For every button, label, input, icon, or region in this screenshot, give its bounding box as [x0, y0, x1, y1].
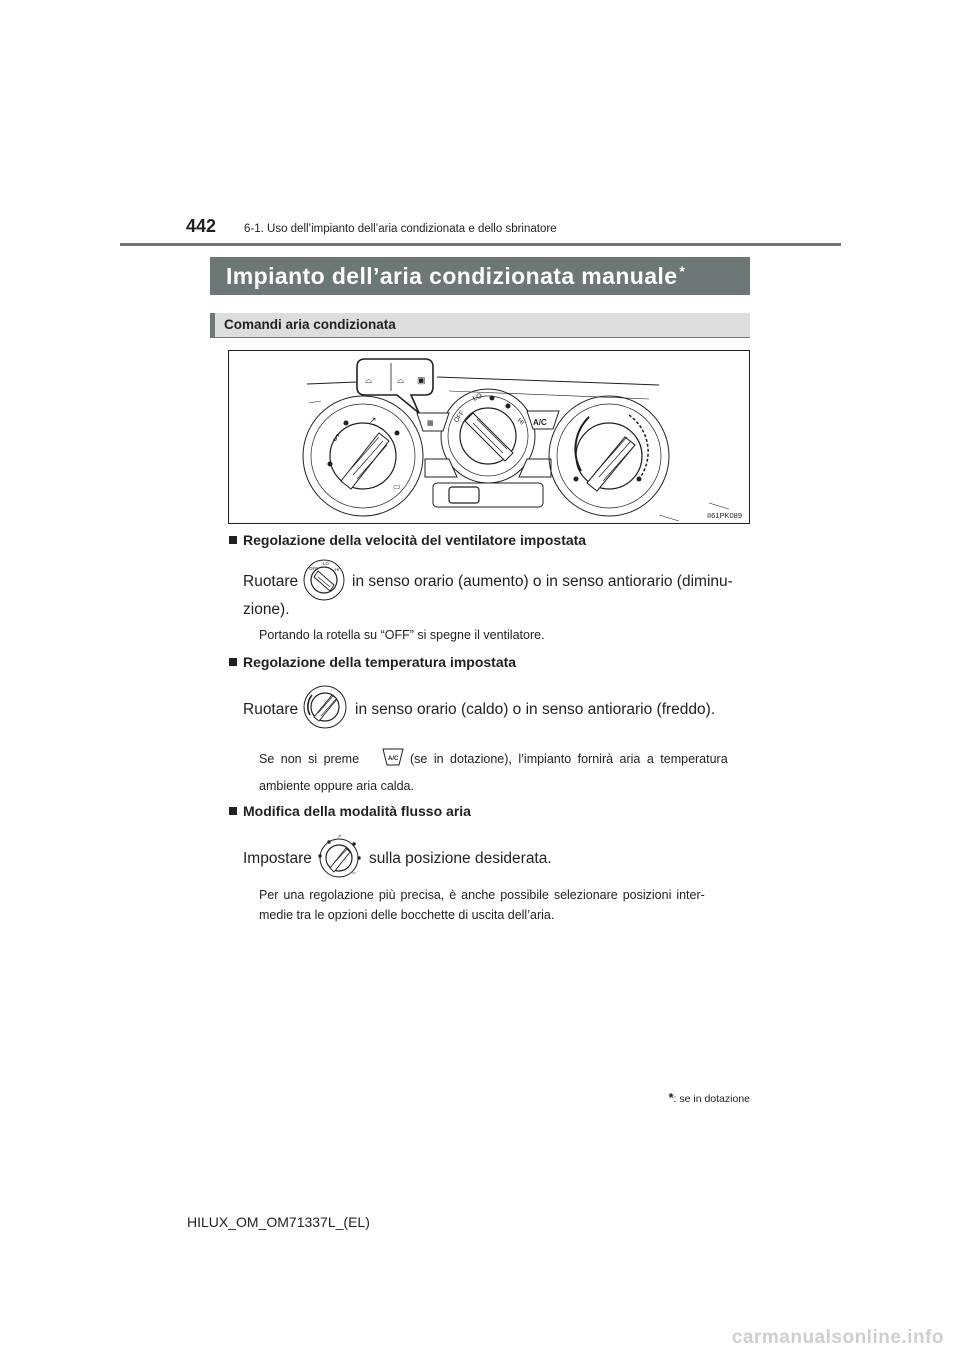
svg-text:▭: ▭ [393, 482, 401, 491]
instruction-temperature-rest: in senso orario (caldo) o in senso antiorario (freddo). [355, 701, 716, 718]
section-heading-text: Modifica della modalità flusso aria [243, 803, 471, 819]
note-airflow-1: Per una regolazione più precisa, è anche possibile selezionare posizioni inter- [259, 888, 705, 902]
svg-text:⌓: ⌓ [397, 375, 405, 385]
instruction-fan-speed-cont: zione). [243, 601, 290, 618]
lo-label: LO [471, 392, 484, 403]
subheading: Comandi aria condizionata [224, 317, 396, 332]
svg-text:HI: HI [335, 567, 340, 572]
subheading-bar [210, 313, 750, 338]
off-label: OFF [452, 409, 467, 425]
section-heading-airflow [229, 803, 471, 819]
control-panel-illustration [229, 351, 749, 523]
document-code: HILUX_OM_OM71337L_(EL) [187, 1214, 370, 1230]
title-bar [210, 257, 750, 295]
section-bullet [229, 807, 237, 815]
instruction-verb: Ruotare [243, 701, 299, 718]
instruction-airflow [243, 850, 312, 868]
instruction-fan-speed [243, 573, 298, 591]
instruction-verb: Ruotare [243, 573, 299, 590]
note-airflow-2: medie tra le opzioni delle bocchette di uscita dell’aria. [259, 908, 555, 922]
section-bullet [229, 536, 237, 544]
ac-button-label: A/C [388, 756, 399, 762]
svg-text:▣: ▣ [417, 375, 426, 385]
footnote [668, 1090, 750, 1105]
instruction-fan-speed-rest: in senso orario (aumento) o in senso antiorario (diminu- [352, 573, 733, 590]
svg-text:OFF: OFF [309, 566, 318, 571]
instruction-airflow-rest: sulla posizione desiderata. [369, 850, 552, 867]
footnote-marker: * [668, 1090, 674, 1105]
airflow-mode-dial-icon [314, 832, 364, 882]
svg-text:↗: ↗ [369, 415, 377, 425]
footnote-text: : se in dotazione [673, 1093, 750, 1105]
header-rule [120, 243, 841, 246]
svg-text:↗: ↗ [337, 834, 342, 840]
optional-marker: * [679, 263, 686, 279]
note-ac-cont: ambiente oppure aria calda. [259, 779, 414, 793]
page-title-text: Impianto dell’aria condizionata manuale [226, 263, 678, 289]
figure-code: II61PK089 [706, 511, 742, 520]
running-header: 6-1. Uso dell’impianto dell’aria condizionata e dello sbrinatore [244, 223, 557, 235]
ac-button-icon [382, 748, 404, 766]
note-fan-off: Portando la rotella su “OFF” si spegne il ventilatore. [259, 628, 545, 642]
section-heading-temperature [229, 654, 516, 670]
note-ac-before: Se non si preme [259, 752, 360, 766]
page-title [226, 263, 685, 290]
subheading-marker [210, 313, 215, 338]
watermark: carmanualsonline.info [731, 1327, 944, 1348]
section-heading-fan-speed [229, 532, 586, 548]
instruction-temperature [243, 701, 298, 719]
svg-text:LO: LO [323, 561, 330, 566]
hi-label: HI [515, 417, 526, 427]
section-heading-text: Regolazione della temperatura impostata [243, 654, 517, 670]
temperature-dial-icon [302, 683, 348, 731]
svg-text:▦: ▦ [427, 420, 434, 427]
svg-text:⌓: ⌓ [365, 375, 373, 385]
page-number: 442 [186, 216, 217, 236]
section-bullet [229, 658, 237, 666]
fan-speed-dial-icon [302, 557, 346, 603]
instruction-verb: Impostare [243, 850, 312, 867]
note-ac-after: (se in dotazione), l’impianto fornirà aria a temperatura [410, 752, 728, 766]
ac-label: A/C [533, 418, 547, 427]
control-panel-figure [228, 350, 750, 524]
svg-text:ᔑ: ᔑ [333, 433, 340, 443]
section-heading-text: Regolazione della velocità del ventilatore impostata [243, 532, 587, 548]
svg-text:▭: ▭ [352, 870, 356, 875]
